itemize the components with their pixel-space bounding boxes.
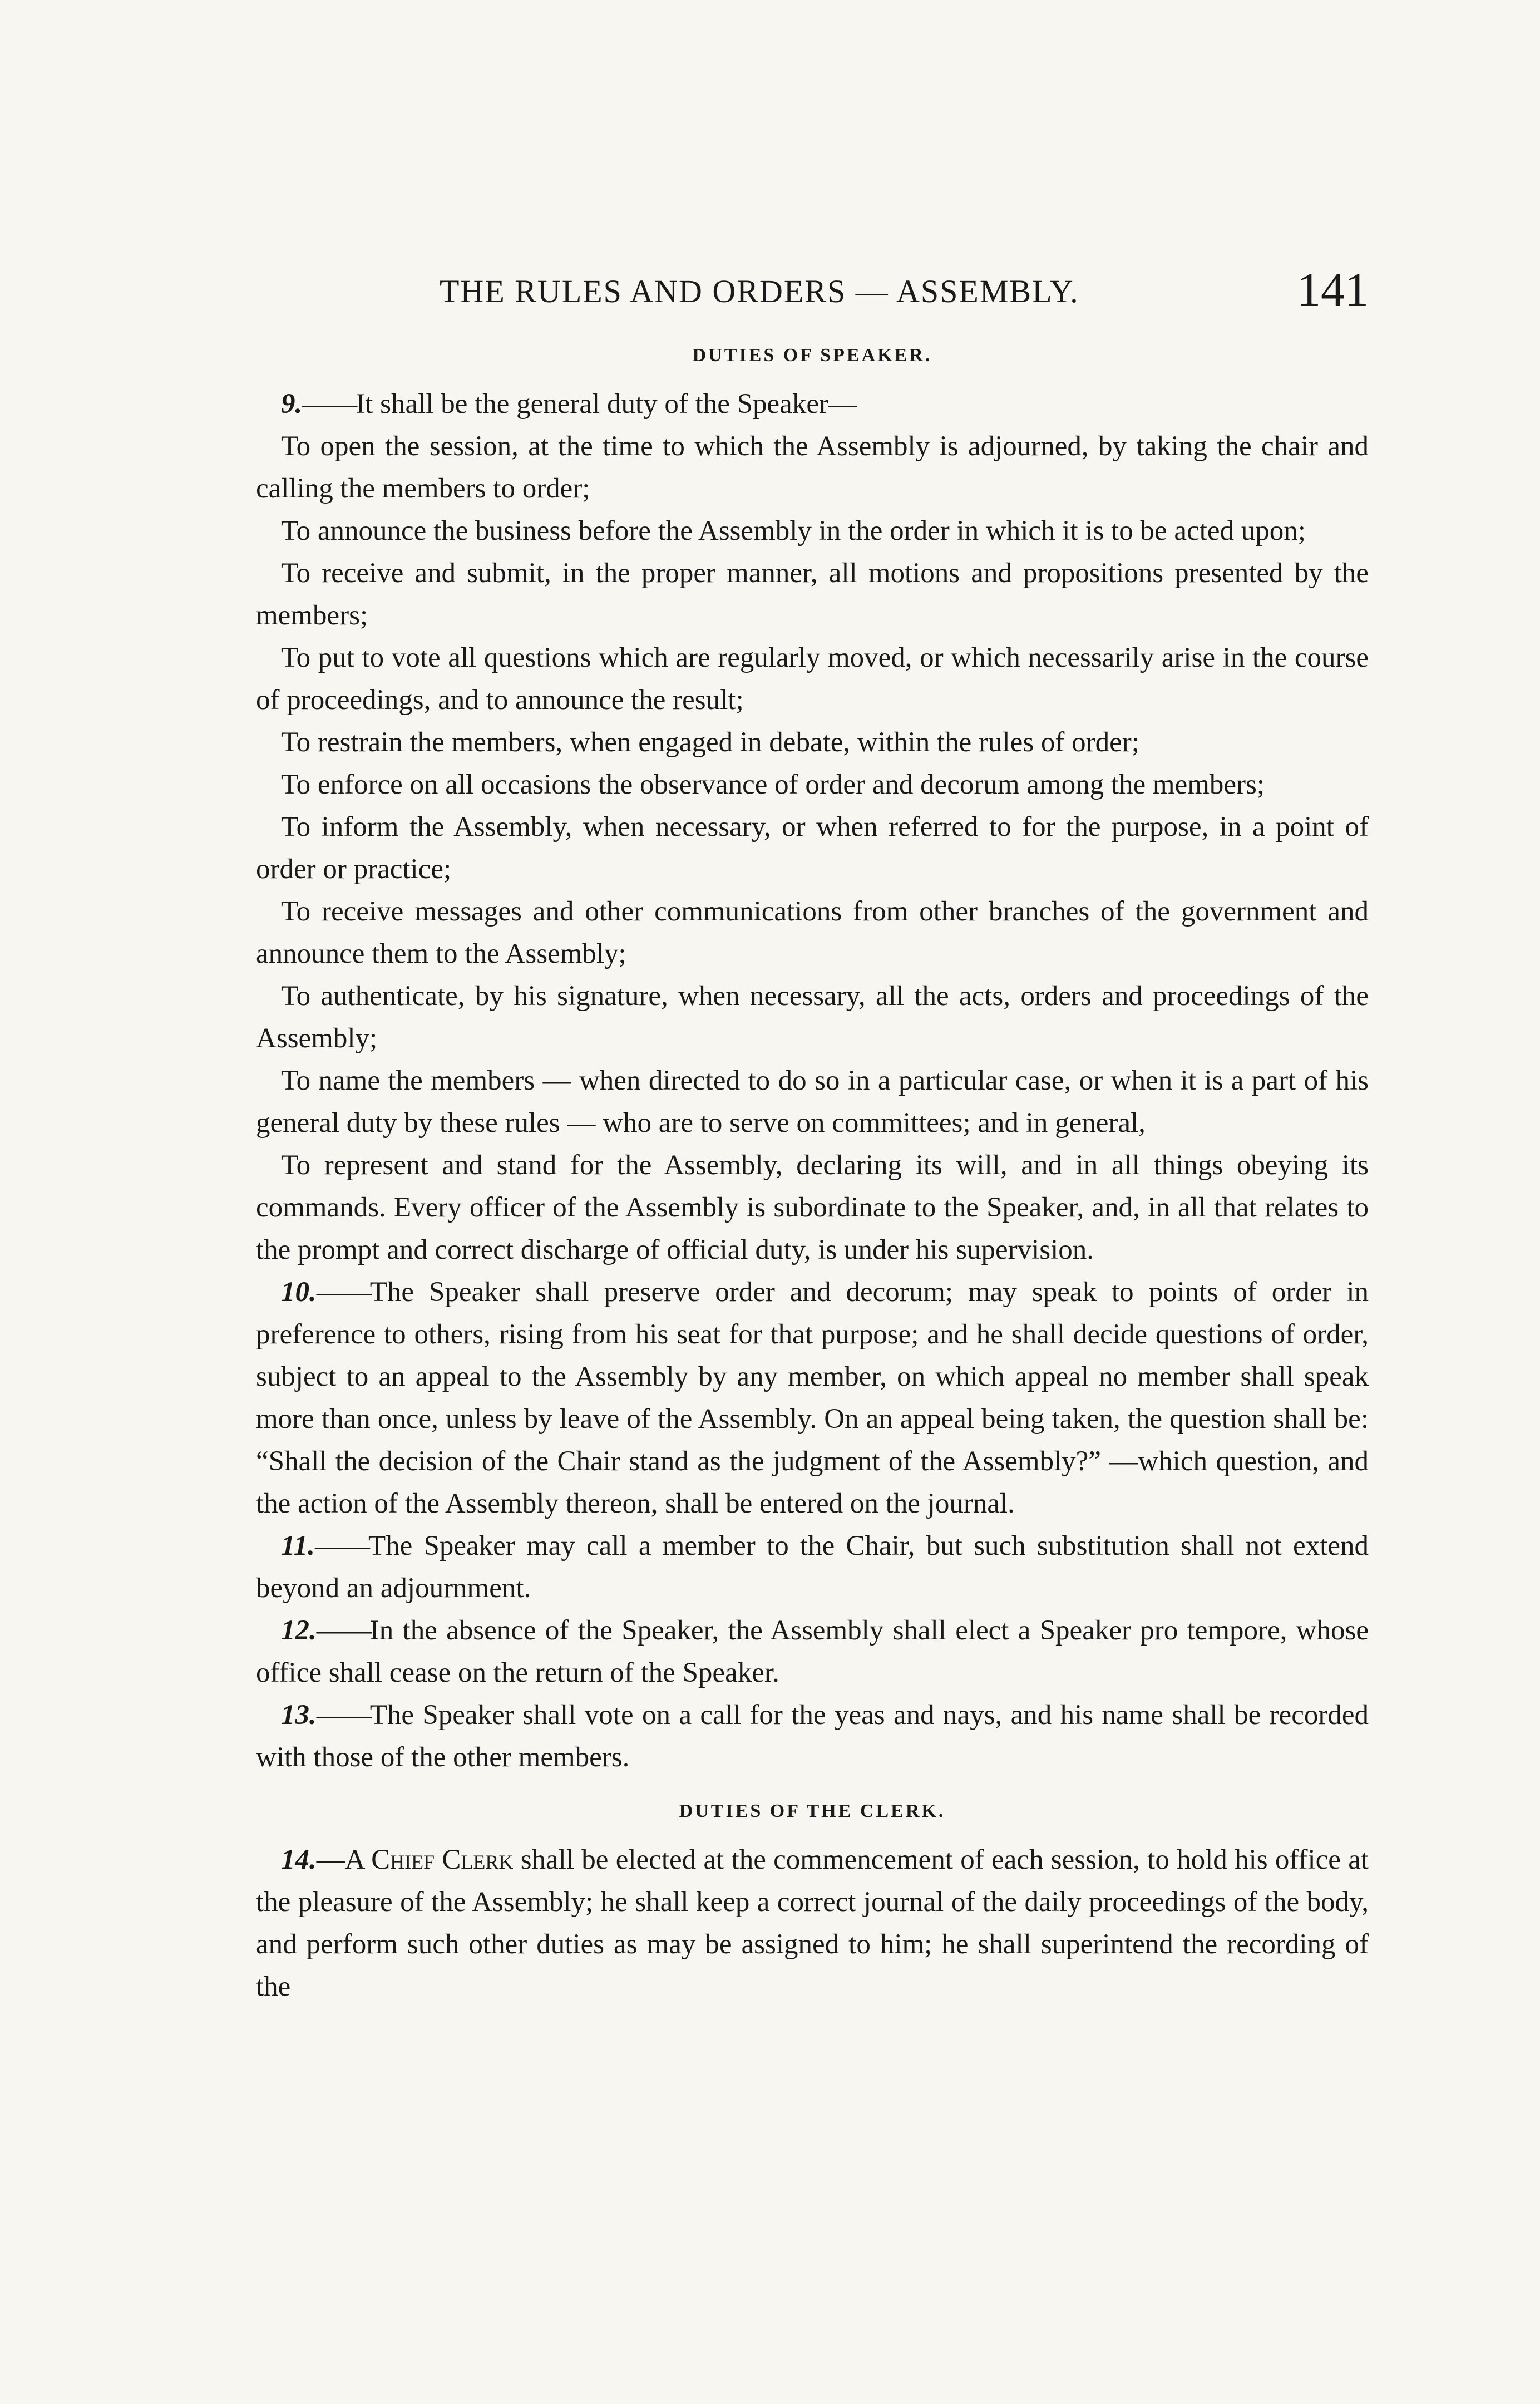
rule-number: 10. — [281, 1277, 317, 1308]
rule-13 — [256, 1694, 1369, 1779]
duty-announce-business: To announce the business before the Assembly in the order in which it is to be acted upon; — [281, 515, 1306, 546]
duty-receive-motions: To receive and submit, in the proper manner, all motions and propositions presented by the members; — [256, 558, 1369, 631]
section-heading-duties-of-speaker: DUTIES OF SPEAKER. — [692, 345, 932, 366]
section-heading-duties-of-clerk: DUTIES OF THE CLERK. — [679, 1801, 946, 1821]
duty-open-session: To open the session, at the time to which the Assembly is adjourned, by taking the chair and calling the members to order; — [256, 431, 1369, 504]
rule-number: 9. — [281, 388, 303, 420]
page-number: 141 — [1297, 263, 1369, 316]
rule-number: 14. — [281, 1844, 317, 1875]
book-page — [256, 262, 1369, 2008]
running-title: THE RULES AND ORDERS — ASSEMBLY. — [440, 273, 1079, 309]
rule-text: The Speaker shall vote on a call for the yeas and nays, and his name shall be recorded with those of the other members. — [256, 1699, 1369, 1773]
duty-restrain-members: To restrain the members, when engaged in debate, within the rules of order; — [281, 727, 1139, 758]
rule-separator: — — [316, 1844, 345, 1875]
rule-number: 13. — [281, 1699, 317, 1731]
duty-put-to-vote: To put to vote all questions which are regularly moved, or which necessarily arise in the course of proceedings, and to announce the result; — [256, 642, 1369, 716]
rule-number: 12. — [281, 1615, 317, 1646]
duty-name-members: To name the members — when directed to do so in a particular case, or when it is a part of his general duty by these rules — who are to serve on committees; and in general, — [256, 1065, 1369, 1139]
rule-text: The Speaker shall preserve order and decorum; may speak to points of order in preference to others, rising from his seat for that purpose; and he shall decide questions of order, subject to an appeal to the Assembly by any member, on which appeal no member shall speak more than once, unless by leave of the Assembly. On an appeal being taken, the question shall be: “Shall the decision of the Chair stand as the judgment of the Assembly?” —which question, and the action of the Assembly thereon, shall be entered on the journal. — [256, 1277, 1369, 1519]
rule-separator: —— — [316, 1277, 370, 1308]
rule-lead-small-caps: A Chief Clerk — [344, 1844, 514, 1875]
rule-number: 11. — [281, 1530, 315, 1561]
rule-text: shall be elected at the commencement of each session, to hold his office at the pleasure of the Assembly; he shall keep a correct journal of the daily proceedings of the body, and perform such other duties as may be assigned to him; he shall superintend the recording of the — [256, 1844, 1369, 2002]
rule-separator: —— — [316, 1615, 370, 1646]
rule-12 — [256, 1609, 1369, 1694]
duty-authenticate: To authenticate, by his signature, when necessary, all the acts, orders and proceedings of the Assembly; — [256, 981, 1369, 1054]
rule-14 — [256, 1839, 1369, 2008]
rule-text: It shall be the general duty of the Speaker— — [356, 388, 857, 420]
duty-represent-assembly: To represent and stand for the Assembly, declaring its will, and in all things obeying its commands. Every officer of the Assembly is subordinate to the Speaker, and, in all that relates to the prompt and correct discharge of official duty, is under his supervision. — [256, 1150, 1369, 1265]
rule-10 — [256, 1271, 1369, 1525]
rule-text: In the absence of the Speaker, the Assembly shall elect a Speaker pro tempore, whose office shall cease on the return of the Speaker. — [256, 1615, 1369, 1688]
rule-9-intro — [256, 383, 1369, 425]
rule-text: The Speaker may call a member to the Chair, but such substitution shall not extend beyond an adjournment. — [256, 1530, 1369, 1604]
running-header — [256, 262, 1369, 323]
rule-separator: —— — [302, 388, 356, 420]
rule-separator: —— — [316, 1699, 370, 1731]
duty-inform-assembly: To inform the Assembly, when necessary, or when referred to for the purpose, in a point of order or practice; — [256, 811, 1369, 885]
duty-receive-messages: To receive messages and other communications from other branches of the government and announce them to the Assembly; — [256, 896, 1369, 969]
rule-separator: —— — [314, 1530, 368, 1561]
rule-11 — [256, 1525, 1369, 1609]
duty-enforce-order: To enforce on all occasions the observance of order and decorum among the members; — [281, 769, 1265, 800]
